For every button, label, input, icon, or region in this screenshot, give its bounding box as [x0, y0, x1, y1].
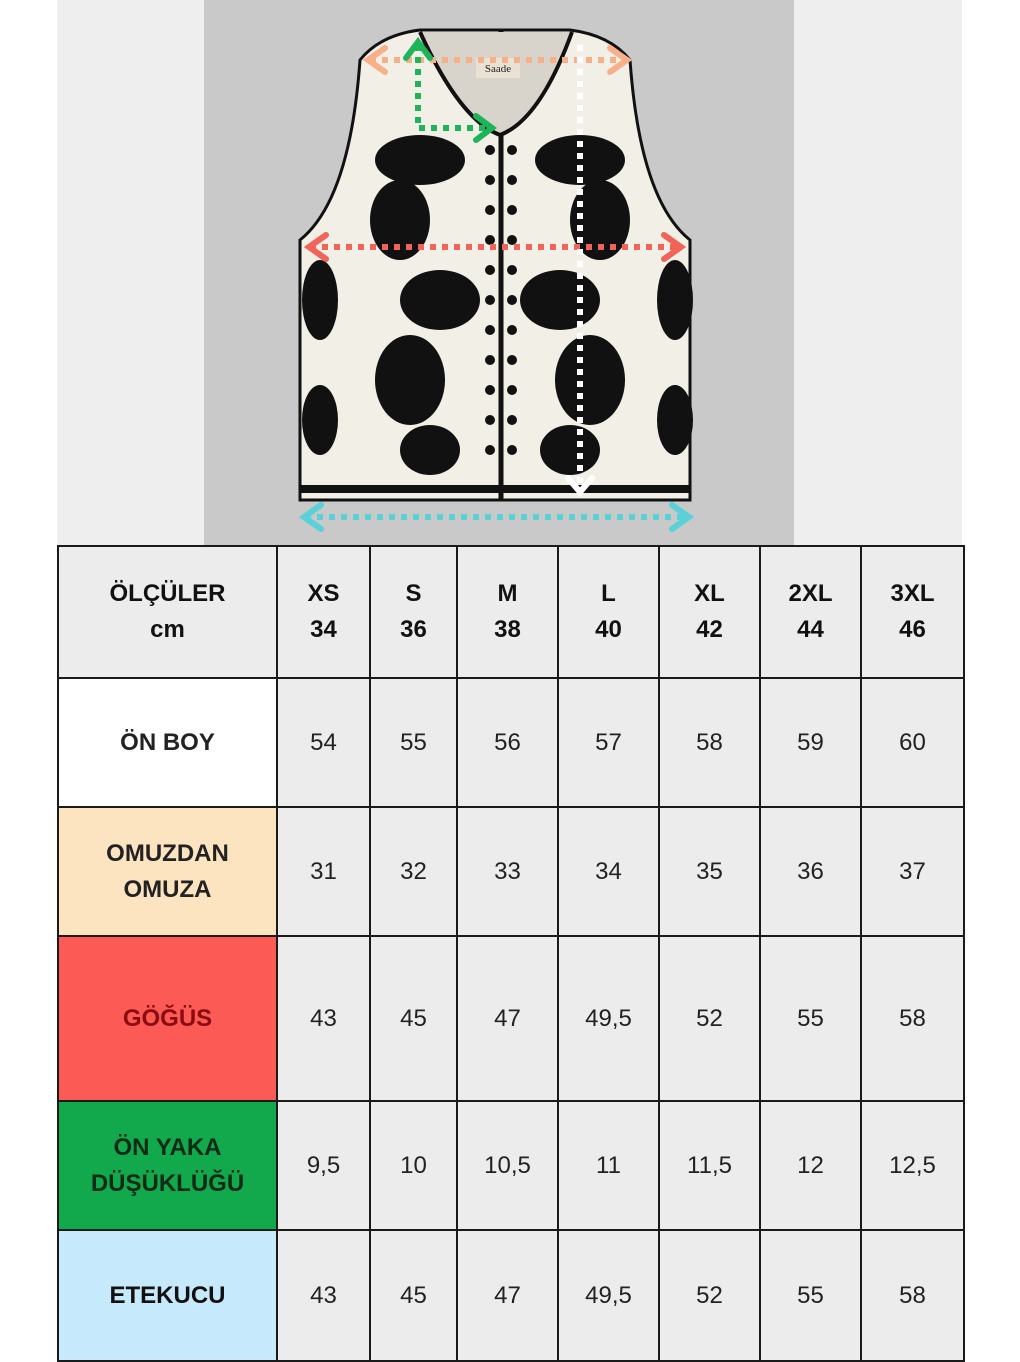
size-header-l: L 40 [558, 546, 659, 678]
size-header-s: S 36 [370, 546, 457, 678]
table-cell: 35 [659, 807, 760, 936]
table-cell: 33 [457, 807, 558, 936]
table-row [58, 936, 964, 1101]
row-label-neck-drop: ÖN YAKA DÜŞÜKLÜĞÜ [58, 1101, 277, 1230]
table-header-row [58, 546, 964, 678]
table-cell: 32 [370, 807, 457, 936]
table-cell: 59 [760, 678, 861, 807]
vest-illustration [0, 0, 1020, 545]
table-cell: 60 [861, 678, 964, 807]
table-cell: 37 [861, 807, 964, 936]
measurements-header-cell [58, 546, 277, 678]
table-cell: 34 [558, 807, 659, 936]
row-label-hem: ETEKUCU [58, 1230, 277, 1361]
size-header-2xl: 2XL 44 [760, 546, 861, 678]
size-header-xs: XS 34 [277, 546, 370, 678]
table-cell: 54 [277, 678, 370, 807]
table-cell: 10 [370, 1101, 457, 1230]
row-label-front-length: ÖN BOY [58, 678, 277, 807]
table-cell: 43 [277, 1230, 370, 1361]
table-cell: 58 [659, 678, 760, 807]
table-cell: 31 [277, 807, 370, 936]
measurements-header-title: ÖLÇÜLER [109, 580, 226, 607]
table-row [58, 1101, 964, 1230]
size-header-3xl: 3XL 46 [861, 546, 964, 678]
hem-dots [300, 485, 690, 493]
table-cell: 55 [760, 936, 861, 1101]
table-cell: 45 [370, 1230, 457, 1361]
brand-tag-text: Saade [484, 63, 512, 75]
table-cell: 52 [659, 936, 760, 1101]
table-cell: 57 [558, 678, 659, 807]
table-cell: 10,5 [457, 1101, 558, 1230]
table-cell: 45 [370, 936, 457, 1101]
table-row [58, 1230, 964, 1361]
table-cell: 47 [457, 936, 558, 1101]
table-cell: 9,5 [277, 1101, 370, 1230]
table-cell: 43 [277, 936, 370, 1101]
size-chart-table [57, 545, 965, 1362]
table-cell: 11 [558, 1101, 659, 1230]
size-header-xl: XL 42 [659, 546, 760, 678]
table-cell: 12 [760, 1101, 861, 1230]
table-row [58, 678, 964, 807]
table-cell: 55 [760, 1230, 861, 1361]
table-cell: 36 [760, 807, 861, 936]
table-cell: 11,5 [659, 1101, 760, 1230]
table-cell: 49,5 [558, 1230, 659, 1361]
table-row [58, 807, 964, 936]
table-cell: 49,5 [558, 936, 659, 1101]
table-cell: 12,5 [861, 1101, 964, 1230]
table-cell: 47 [457, 1230, 558, 1361]
table-cell: 56 [457, 678, 558, 807]
row-label-chest: GÖĞÜS [58, 936, 277, 1101]
measurements-header-unit: cm [150, 616, 185, 643]
row-label-shoulder: OMUZDAN OMUZA [58, 807, 277, 936]
table-cell: 52 [659, 1230, 760, 1361]
table-cell: 58 [861, 1230, 964, 1361]
table-cell: 55 [370, 678, 457, 807]
table-cell: 58 [861, 936, 964, 1101]
size-header-m: M 38 [457, 546, 558, 678]
